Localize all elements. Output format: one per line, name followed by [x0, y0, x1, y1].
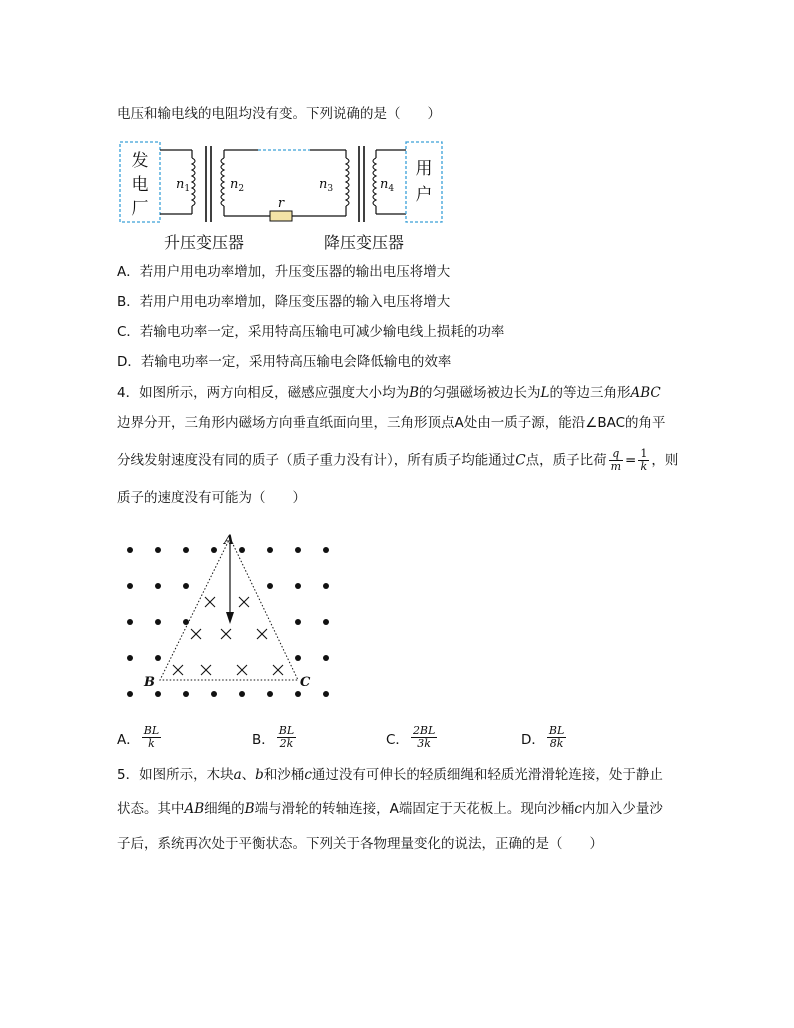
- q4-answer-b: B． $\frac{BL}{2k}$: [252, 724, 295, 750]
- field-dot: [183, 583, 189, 589]
- field-dot: [127, 655, 133, 661]
- vertex-c-label: C: [300, 675, 311, 690]
- field-dot: [239, 691, 245, 697]
- label-r: r: [277, 196, 285, 211]
- field-dot: [323, 691, 329, 697]
- field-dot: [323, 547, 329, 553]
- vertex-a-label: A: [224, 533, 235, 548]
- q3-option-a: A．若用户用电功率增加，升压变压器的输出电压将增大: [117, 264, 451, 280]
- field-dot: [211, 691, 217, 697]
- field-dot: [323, 619, 329, 625]
- field-cross: [239, 597, 249, 607]
- field-cross: [237, 665, 247, 675]
- vertex-b-label: B: [144, 675, 155, 690]
- label-n1: $n_1$: [176, 177, 191, 194]
- q5-line-1: 5．如图所示，木块a、b和沙桶c通过没有可伸长的轻质细绳和轻质光滑滑轮连接，处于静止: [117, 767, 663, 783]
- resistor-r: [270, 211, 292, 221]
- field-dot: [267, 583, 273, 589]
- q4-answer-a: A． $\frac{BL}{k}$: [117, 724, 160, 750]
- field-crosses-into-page: [173, 597, 283, 675]
- field-cross: [201, 665, 211, 675]
- q4-answer-c: C． $\frac{2BL}{3k}$: [386, 724, 436, 750]
- field-dot: [295, 655, 301, 661]
- step-up-transformer-label: 升压变压器: [163, 233, 245, 252]
- arrow-head: [226, 612, 234, 624]
- field-dot: [295, 547, 301, 553]
- field-dot: [323, 583, 329, 589]
- label-n2: $n_2$: [230, 177, 245, 194]
- field-dot: [127, 583, 133, 589]
- field-dot: [267, 691, 273, 697]
- field-dot: [211, 547, 217, 553]
- field-cross: [257, 629, 267, 639]
- field-dot: [295, 691, 301, 697]
- q3-option-c: C．若输电功率一定，采用特高压输电可减少输电线上损耗的功率: [117, 324, 505, 340]
- q5-line-3: 子后，系统再次处于平衡状态。下列关于各物理量变化的说法，正确的是（ ）: [117, 836, 603, 852]
- user-char-1: 用: [415, 159, 433, 179]
- coil-n2: [221, 158, 224, 206]
- q4-line-2: 边界分开，三角形内磁场方向垂直纸面向里，三角形顶点A处由一质子源，能沿∠BAC的角平: [117, 415, 666, 431]
- power-plant-char-3: 厂: [131, 199, 149, 219]
- field-cross: [273, 665, 283, 675]
- field-dot: [155, 547, 161, 553]
- q3-option-d: D．若输电功率一定，采用特高压输电会降低输电的效率: [117, 354, 452, 370]
- field-dot: [267, 547, 273, 553]
- field-dot: [295, 619, 301, 625]
- q3-option-b: B．若用户用电功率增加，降压变压器的输入电压将增大: [117, 294, 451, 310]
- field-dot: [155, 691, 161, 697]
- step-down-transformer-label: 降压变压器: [323, 233, 405, 252]
- field-dot: [239, 547, 245, 553]
- coil-n3: [346, 158, 349, 206]
- field-dot: [155, 583, 161, 589]
- triangle-abc: [160, 538, 298, 680]
- field-dot: [127, 691, 133, 697]
- q4-line-1: 4．如图所示，两方向相反，磁感应强度大小均为B的匀强磁场被边长为L的等边三角形ABC: [117, 385, 661, 401]
- user-box: [406, 142, 442, 222]
- field-dot: [183, 547, 189, 553]
- field-dots-out-of-page: [127, 547, 329, 697]
- field-cross: [205, 597, 215, 607]
- ratio-value: $\frac{1}{k}$: [640, 447, 648, 473]
- field-dot: [127, 547, 133, 553]
- field-cross: [191, 629, 201, 639]
- label-n3: $n_3$: [319, 177, 334, 194]
- power-plant-char-2: 电: [131, 175, 149, 195]
- coil-n1: [192, 158, 195, 206]
- q4-line-3: 分线发射速度没有同的质子（质子重力没有计），所有质子均能通过C点，质子比荷 $\frac{q}{m}$ = $\frac{1}{k}$ ，则: [117, 447, 679, 473]
- coil-n4: [373, 158, 376, 206]
- q5-line-2: 状态。其中AB细绳的B端与滑轮的转轴连接，A端固定于天花板上。现向沙桶c内加入少量沙: [117, 801, 663, 817]
- field-dot: [295, 583, 301, 589]
- field-dot: [183, 691, 189, 697]
- transmission-diagram: [112, 136, 452, 256]
- label-n4: $n_4$: [380, 177, 395, 194]
- field-dot: [127, 619, 133, 625]
- charge-mass-ratio: $\frac{q}{m}$: [610, 447, 622, 473]
- q4-line-4: 质子的速度没有可能为（ ）: [117, 490, 306, 506]
- field-cross: [173, 665, 183, 675]
- q3-intro: 电压和输电线的电阻均没有变。下列说确的是（ ）: [117, 106, 441, 122]
- power-plant-char-1: 发: [131, 151, 149, 171]
- user-char-2: 户: [415, 185, 433, 205]
- field-cross: [221, 629, 231, 639]
- magnetic-field-triangle-figure: [118, 532, 340, 704]
- field-dot: [155, 619, 161, 625]
- field-dot: [323, 655, 329, 661]
- field-dot: [155, 655, 161, 661]
- q4-answer-d: D． $\frac{BL}{8k}$: [521, 724, 565, 750]
